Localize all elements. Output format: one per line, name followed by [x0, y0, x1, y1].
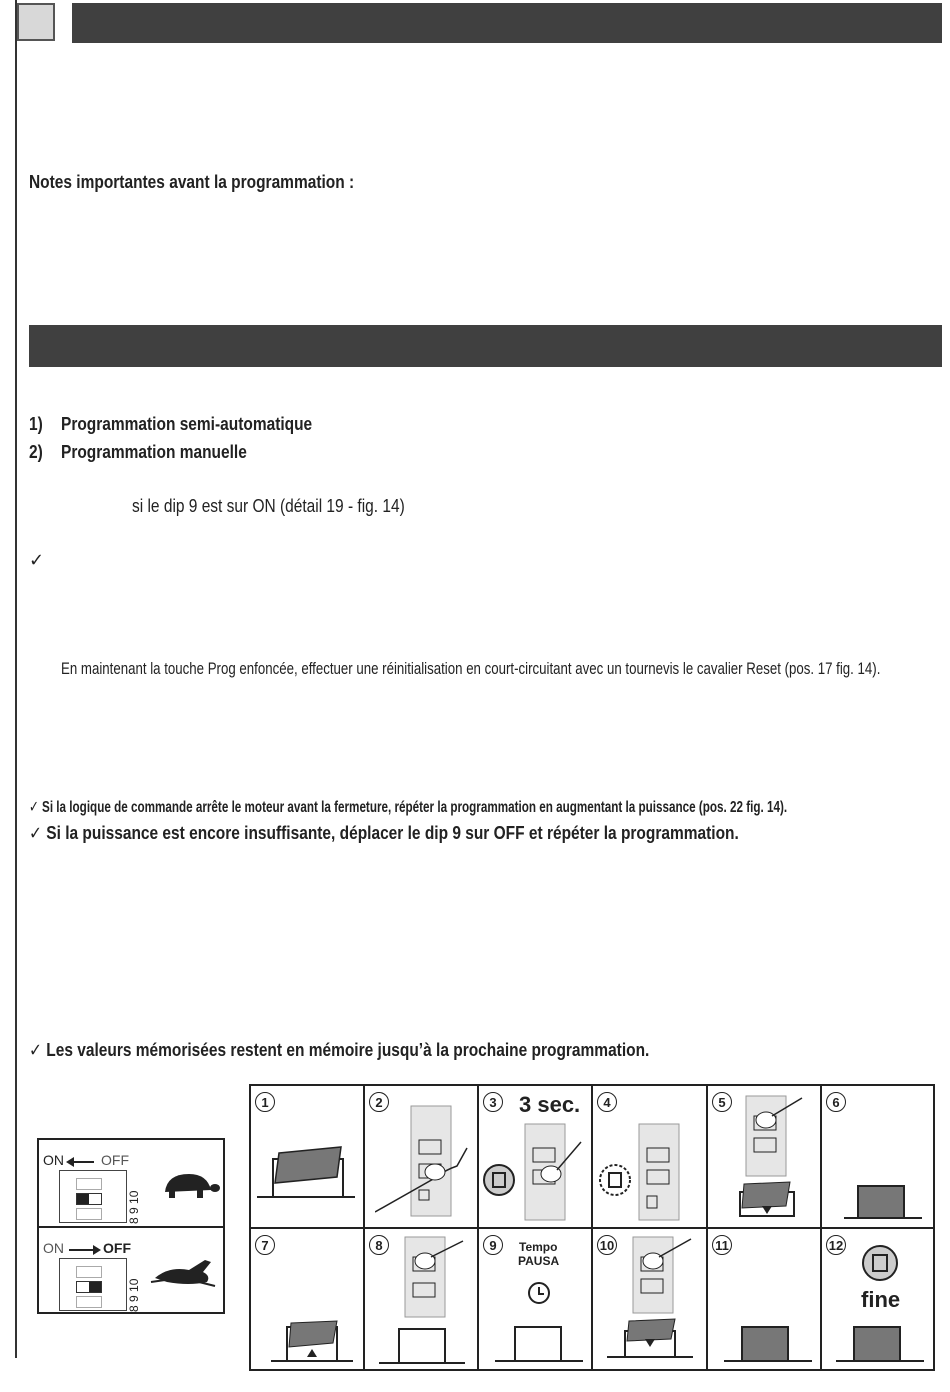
led-blink-icon — [595, 1122, 701, 1222]
dip-on-label: ON — [43, 1240, 64, 1256]
step-number: 12 — [826, 1235, 846, 1255]
step-number: 5 — [712, 1092, 732, 1112]
step-10 — [593, 1229, 706, 1369]
step-6 — [822, 1086, 933, 1227]
gate-closed-icon — [836, 1323, 926, 1365]
gate-closed-icon — [724, 1323, 814, 1365]
dip-diagram-divider — [39, 1226, 223, 1228]
tip-move-dip: ✓ Si la puissance est encore insuffisante, déplacer le dip 9 sur OFF et répéter la programmation. — [29, 823, 739, 843]
list-item: Programmation manuelle — [61, 442, 247, 462]
hand-press-button-icon — [375, 1104, 471, 1220]
dip-off-label: OFF — [103, 1240, 131, 1256]
turtle-icon — [155, 1168, 221, 1204]
section-header-bar — [72, 3, 942, 43]
step-number: 6 — [826, 1092, 846, 1112]
step-12 — [822, 1229, 933, 1369]
step-4 — [593, 1086, 705, 1227]
step-number: 3 — [483, 1092, 503, 1112]
dip-numbers: 8 9 10 — [127, 1190, 141, 1224]
step-number: 7 — [255, 1235, 275, 1255]
pause-time-label: Tempo — [519, 1240, 558, 1254]
arrow-left-head — [66, 1157, 74, 1167]
dip-condition-text: si le dip 9 est sur ON (détail 19 - fig. 14) — [132, 496, 405, 516]
arrow-right-icon — [69, 1249, 94, 1251]
gate-opening-icon — [257, 1141, 357, 1201]
hand-press-open-gate-icon — [375, 1235, 471, 1365]
dip-8 — [76, 1178, 102, 1190]
dip-numbers: 8 9 10 — [127, 1278, 141, 1312]
step-2 — [365, 1086, 477, 1227]
step-11 — [708, 1229, 820, 1369]
dip-on-label: ON — [43, 1152, 64, 1168]
step-number: 10 — [597, 1235, 617, 1255]
step-number: 8 — [369, 1235, 389, 1255]
dip-9-on — [76, 1193, 102, 1205]
hold-button-icon — [481, 1122, 587, 1222]
reset-instruction: En maintenant la touche Prog enfoncée, effectuer une réinitialisation en court-circuitant avec un tournevis le cavalier Reset (pos. 17 fig. 14). — [61, 659, 881, 678]
step-9 — [479, 1229, 591, 1369]
gate-closed-icon — [844, 1182, 924, 1222]
gate-opening-arrow-icon — [271, 1319, 355, 1365]
hare-icon — [149, 1252, 221, 1292]
step-1 — [251, 1086, 363, 1227]
step-5 — [708, 1086, 820, 1227]
subsection-header-bar — [29, 325, 942, 367]
arrow-right-head — [93, 1245, 101, 1255]
hold-duration-label: 3 sec. — [519, 1092, 581, 1117]
gate-open-icon — [495, 1323, 585, 1365]
dip-switch-diagram — [37, 1138, 225, 1314]
step-number: 1 — [255, 1092, 275, 1112]
step-number: 9 — [483, 1235, 503, 1255]
led-off-icon — [860, 1243, 900, 1283]
pause-time-label: PAUSA — [518, 1254, 560, 1268]
step-number: 2 — [369, 1092, 389, 1112]
steps-grid — [249, 1084, 935, 1371]
dip-off-label: OFF — [101, 1152, 129, 1168]
dip-switch-block — [59, 1258, 127, 1311]
step-8 — [365, 1229, 477, 1369]
dip-switch-block — [59, 1170, 127, 1223]
dip-8 — [76, 1266, 102, 1278]
step-3 — [479, 1086, 591, 1227]
tip-increase-power: ✓ Si la logique de commande arrête le moteur avant la fermeture, répéter la programmation en augmentant la puissance (pos. 22 fig. 14). — [29, 799, 788, 816]
hand-press-closing-icon — [603, 1235, 699, 1365]
dip-10 — [76, 1208, 102, 1220]
list-item: Programmation semi-automatique — [61, 414, 313, 434]
left-margin-rule — [15, 0, 17, 1358]
clock-icon — [527, 1281, 551, 1305]
step-number: 11 — [712, 1235, 732, 1255]
hand-press-closing-icon — [716, 1094, 816, 1224]
check-mark: ✓ — [29, 550, 45, 570]
dip-10 — [76, 1296, 102, 1308]
dip-9-off — [76, 1281, 102, 1293]
section-number-box — [17, 3, 55, 41]
step-number: 4 — [597, 1092, 617, 1112]
list-item-number: 2) — [29, 442, 43, 462]
notes-heading: Notes importantes avant la programmation : — [29, 172, 355, 192]
list-item-number: 1) — [29, 414, 43, 434]
memory-note: ✓ Les valeurs mémorisées restent en mémoire jusqu’à la prochaine programmation. — [29, 1040, 650, 1060]
end-label: fine — [861, 1287, 901, 1312]
step-7 — [251, 1229, 363, 1369]
